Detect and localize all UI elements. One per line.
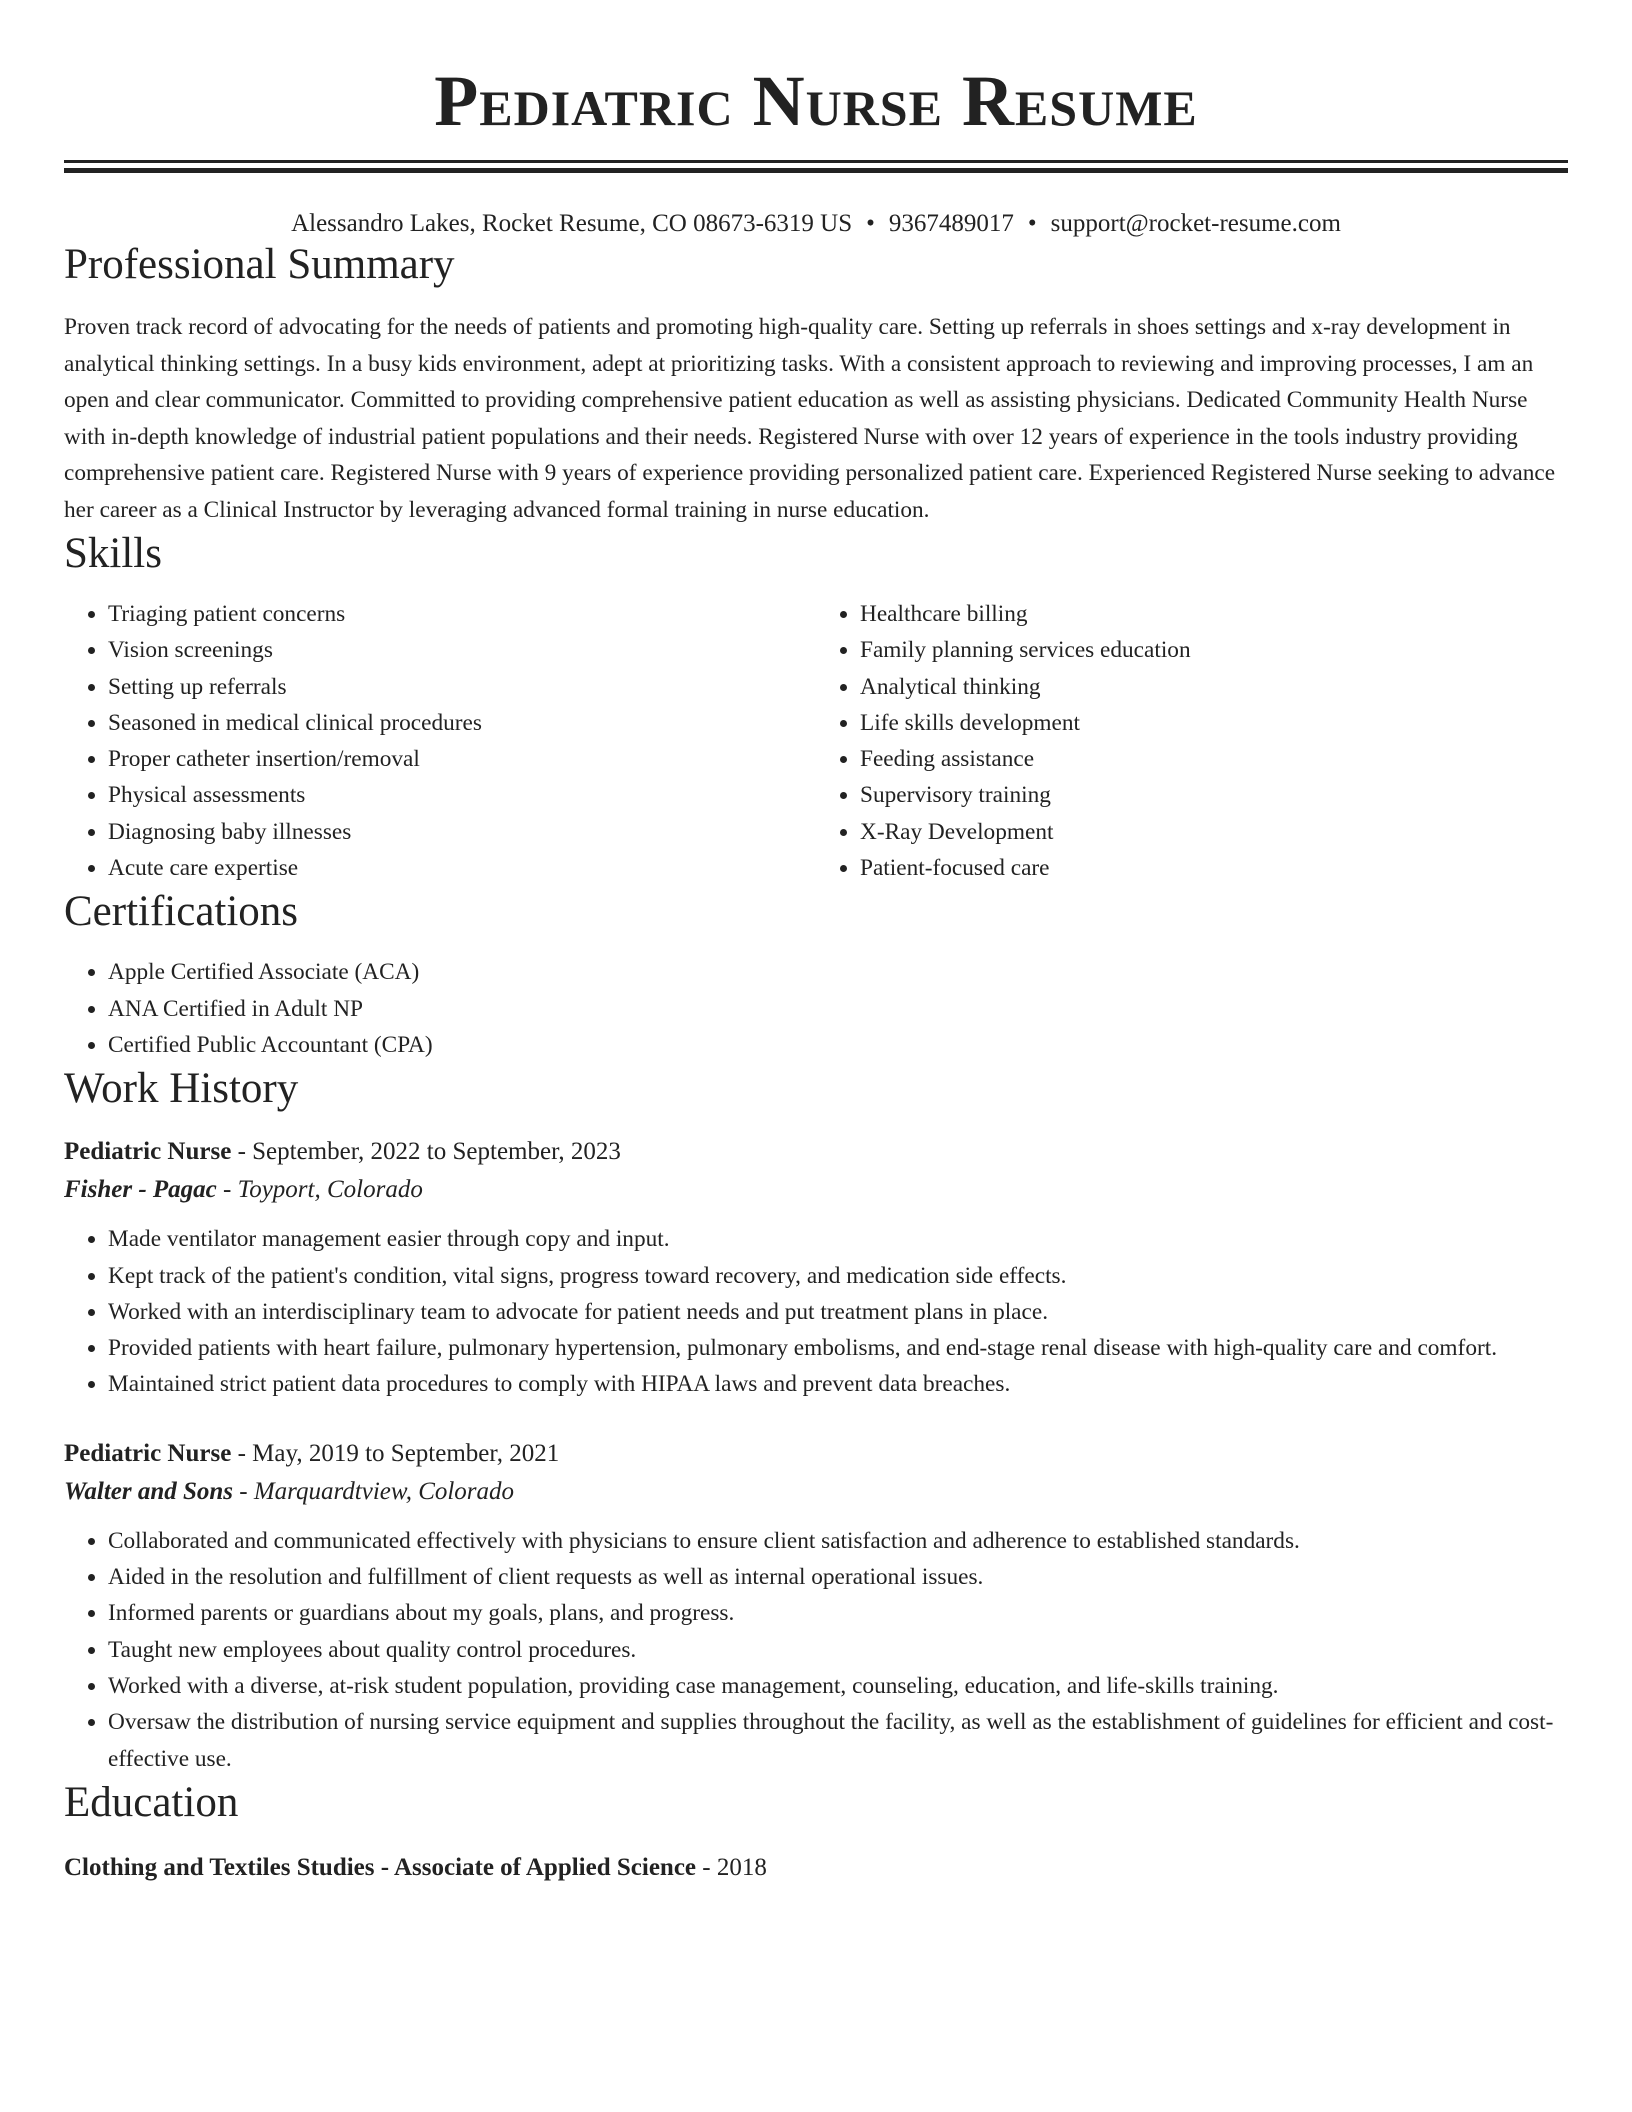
skill-item: • Acute care expertise [108, 850, 816, 886]
duty-item: • Collaborated and communicated effectively with physicians to ensure client satisfaction and adherence to established standards. [108, 1523, 1568, 1559]
job-title-line [64, 1133, 1568, 1171]
skill-item: • Feeding assistance [860, 741, 1568, 777]
skill-item: • Seasoned in medical clinical procedures [108, 705, 816, 741]
skills-list-left [64, 596, 816, 886]
duty-item: • Kept track of the patient's condition, vital signs, progress toward recovery, and medication side effects. [108, 1258, 1568, 1294]
skill-item: • Diagnosing baby illnesses [108, 814, 816, 850]
duty-item: • Worked with a diverse, at-risk student population, providing case management, counseling, education, and life-skills training. [108, 1668, 1568, 1704]
certifications-list [64, 954, 1568, 1063]
skills-heading: Skills [64, 530, 162, 577]
skill-item: • Analytical thinking [860, 669, 1568, 705]
contact-separator: • [1027, 210, 1037, 237]
duty-item: • Informed parents or guardians about my goals, plans, and progress. [108, 1595, 1568, 1631]
skill-item: • Triaging patient concerns [108, 596, 816, 632]
skill-item: • Setting up referrals [108, 669, 816, 705]
contact-email: support@rocket-resume.com [1050, 210, 1341, 237]
job-entry [64, 1435, 1568, 1777]
job-company: Fisher - Pagac [64, 1176, 217, 1204]
job-dates: - May, 2019 to September, 2021 [237, 1439, 560, 1467]
education-entry [64, 1849, 1568, 1887]
contact-address: Alessandro Lakes, Rocket Resume, CO 08673-6319 US [291, 210, 853, 237]
skill-item: • Family planning services education [860, 632, 1568, 668]
duty-item: • Made ventilator management easier through copy and input. [108, 1221, 1568, 1257]
certifications-heading: Certifications [64, 888, 299, 936]
title-rule-thick [64, 168, 1568, 173]
work-history-heading: Work History [64, 1065, 299, 1113]
education-year: - 2018 [702, 1853, 767, 1881]
skill-item: • Supervisory training [860, 777, 1568, 813]
job-dates: - September, 2022 to September, 2023 [237, 1138, 621, 1166]
skills-list-right [816, 596, 1568, 886]
duty-item: • Provided patients with heart failure, pulmonary hypertension, pulmonary embolisms, and end-stage renal disease with high-quality care and comfort. [108, 1330, 1568, 1366]
certification-item: • ANA Certified in Adult NP [108, 991, 1568, 1027]
page-title: Pediatric Nurse Resume [434, 61, 1198, 141]
certification-item: • Certified Public Accountant (CPA) [108, 1027, 1568, 1063]
skill-item: • X-Ray Development [860, 814, 1568, 850]
education-degree: Clothing and Textiles Studies - Associate of Applied Science [64, 1853, 697, 1881]
job-duties [64, 1221, 1568, 1402]
job-location: - Toyport, Colorado [223, 1176, 423, 1204]
skill-item: • Patient-focused care [860, 850, 1568, 886]
contact-separator: • [866, 210, 875, 237]
job-company-line [64, 1171, 1568, 1209]
title-rule-thin [64, 160, 1568, 163]
job-company-line [64, 1473, 1568, 1511]
skill-item: • Proper catheter insertion/removal [108, 741, 816, 777]
skill-item: • Physical assessments [108, 777, 816, 813]
duty-item: • Aided in the resolution and fulfillment of client requests as well as internal operational issues. [108, 1559, 1568, 1595]
job-title-line [64, 1435, 1568, 1473]
skills-columns [64, 596, 1568, 886]
certification-item: • Apple Certified Associate (ACA) [108, 954, 1568, 990]
job-entry [64, 1133, 1568, 1402]
job-location: - Marquardtview, Colorado [239, 1477, 515, 1505]
job-duties [64, 1523, 1568, 1777]
duty-item: • Worked with an interdisciplinary team to advocate for patient needs and put treatment plans in place. [108, 1294, 1568, 1330]
duty-item: • Oversaw the distribution of nursing service equipment and supplies throughout the facility, as well as the establishment of guidelines for efficient and cost-effective use. [108, 1704, 1568, 1777]
job-company: Walter and Sons [64, 1477, 234, 1505]
duty-item: • Maintained strict patient data procedures to comply with HIPAA laws and prevent data breaches. [108, 1366, 1568, 1402]
summary-text: Proven track record of advocating for the needs of patients and promoting high-quality care. Setting up referrals in shoes settings and x-ray development in analytical thinking settings. In a busy kids environment, adept at prioritizing tasks. With a consistent approach to reviewing and improving processes, I am an open and clear communicator. Committed to providing comprehensive patient education as well as assisting physicians. Dedicated Community Health Nurse with in-depth knowledge of industrial patient populations and their needs. Registered Nurse with over 12 years of experience in the tools industry providing comprehensive patient care. Registered Nurse with 9 years of experience providing personalized patient care. Experienced Registered Nurse seeking to advance her career as a Clinical Instructor by leveraging advanced formal training in nurse education. [64, 314, 1556, 523]
education-heading: Education [64, 1778, 239, 1826]
skill-item: • Healthcare billing [860, 596, 1568, 632]
contact-line [64, 209, 1568, 239]
duty-item: • Taught new employees about quality control procedures. [108, 1632, 1568, 1668]
skill-item: • Vision screenings [108, 632, 816, 668]
summary-heading: Professional Summary [64, 241, 455, 288]
contact-phone: 9367489017 [888, 210, 1014, 237]
job-title: Pediatric Nurse [64, 1439, 232, 1467]
skill-item: • Life skills development [860, 705, 1568, 741]
job-title: Pediatric Nurse [64, 1138, 232, 1166]
